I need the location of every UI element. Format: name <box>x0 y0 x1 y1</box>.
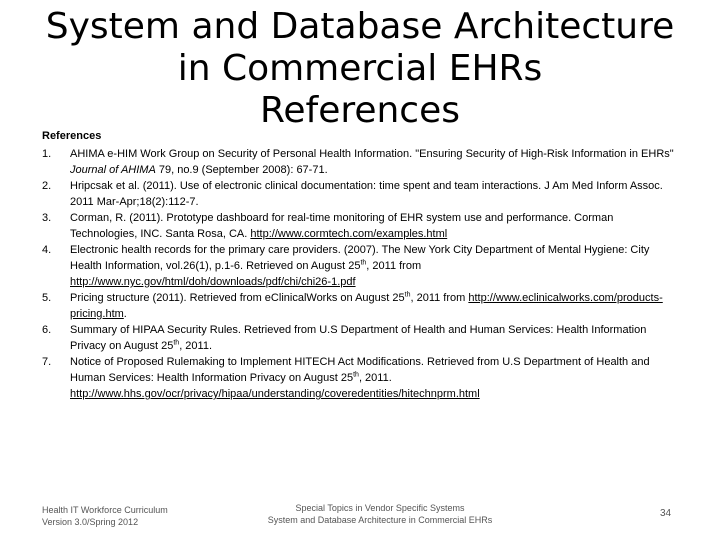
reference-number: 1. <box>42 148 52 160</box>
reference-text <box>70 148 674 176</box>
reference-text-part: , 2011 from <box>366 260 422 272</box>
reference-text-part: AHIMA e-HIM Work Group on Security of Personal Health Information. "Ensuring Security of High-Risk Information in EHRs" <box>70 148 674 160</box>
reference-text-part: Pricing structure (2011). Retrieved from eClinicalWorks on August 25 <box>70 292 405 304</box>
reference-text <box>70 244 649 288</box>
reference-text <box>70 212 613 240</box>
ordinal-suffix: th <box>353 371 359 379</box>
reference-link[interactable]: http://www.nyc.gov/html/doh/downloads/pdf/chi/chi26-1.pdf <box>70 276 356 288</box>
reference-text-part: , 2011 from <box>410 292 469 304</box>
reference-item-4 <box>42 242 682 290</box>
reference-item-7 <box>42 354 682 402</box>
slide-title-line-3: References <box>259 90 461 131</box>
footer-course-name: Special Topics in Vendor Specific Systems <box>295 503 465 513</box>
journal-name: Journal of AHIMA <box>70 164 156 176</box>
page-number: 34 <box>660 508 672 519</box>
reference-number: 3. <box>42 212 52 224</box>
slide-title-line-1: System and Database Architecture <box>45 6 675 47</box>
reference-text <box>70 324 646 352</box>
footer-curriculum-name: Health IT Workforce Curriculum <box>42 505 168 515</box>
references-heading: References <box>42 130 102 142</box>
reference-link[interactable]: http://www.eclinicalworks.com/products-pricing.htm <box>70 292 663 320</box>
ordinal-suffix: th <box>404 291 411 299</box>
reference-text-part: Summary of HIPAA Security Rules. Retrieved from U.S Department of Health and Human Services: Health Information Privacy on August 25 <box>70 324 647 352</box>
reference-number: 6. <box>42 324 52 336</box>
reference-text <box>70 292 663 320</box>
reference-number: 4. <box>42 244 52 256</box>
reference-number: 2. <box>42 180 52 192</box>
reference-item-1 <box>42 146 682 178</box>
reference-text: Hripcsak et al. (2011). Use of electronic clinical documentation: time spent and team interactions. J Am Med Inform Assoc. 2011 Mar-Apr;18(2):112-7. <box>70 180 663 208</box>
slide-title <box>20 6 700 132</box>
slide-title-line-2: in Commercial EHRs <box>177 48 543 89</box>
footer-course-title <box>250 502 510 526</box>
ordinal-suffix: th <box>360 259 367 267</box>
reference-item-6 <box>42 322 682 354</box>
footer-curriculum <box>42 504 168 528</box>
ordinal-suffix: th <box>173 339 180 347</box>
reference-text-part: . <box>123 308 127 320</box>
reference-text-part: 79, no.9 (September 2008): 67-71. <box>155 164 328 176</box>
reference-number: 5. <box>42 292 52 304</box>
reference-text-part: , 2011. <box>179 340 213 352</box>
footer-unit-name: System and Database Architecture in Commercial EHRs <box>267 515 493 525</box>
reference-item-2 <box>42 178 682 210</box>
reference-list <box>42 146 682 402</box>
reference-text-part: , 2011. <box>358 372 392 384</box>
reference-link[interactable]: http://www.hhs.gov/ocr/privacy/hipaa/understanding/coveredentities/hitechnprm.html <box>70 388 480 400</box>
reference-text <box>70 356 650 400</box>
reference-text-part: Notice of Proposed Rulemaking to Implement HITECH Act Modifications. Retrieved from U.S Department of Health and Human Services: Health Information Privacy on August 25 <box>70 356 650 384</box>
reference-number: 7. <box>42 356 52 368</box>
reference-item-5 <box>42 290 682 322</box>
reference-item-3 <box>42 210 682 242</box>
reference-text-part: Corman, R. (2011). Prototype dashboard for real-time monitoring of EHR system use and performance. Corman Technologies, INC. Santa Rosa, CA. <box>70 212 614 240</box>
footer-version: Version 3.0/Spring 2012 <box>42 517 139 527</box>
reference-text-part: Electronic health records for the primary care providers. (2007). The New York City Department of Mental Hygiene: City Health Information, vol.26(1), p.1-6. Retrieved on August 25 <box>70 244 650 272</box>
reference-link[interactable]: http://www.cormtech.com/examples.html <box>250 228 448 240</box>
